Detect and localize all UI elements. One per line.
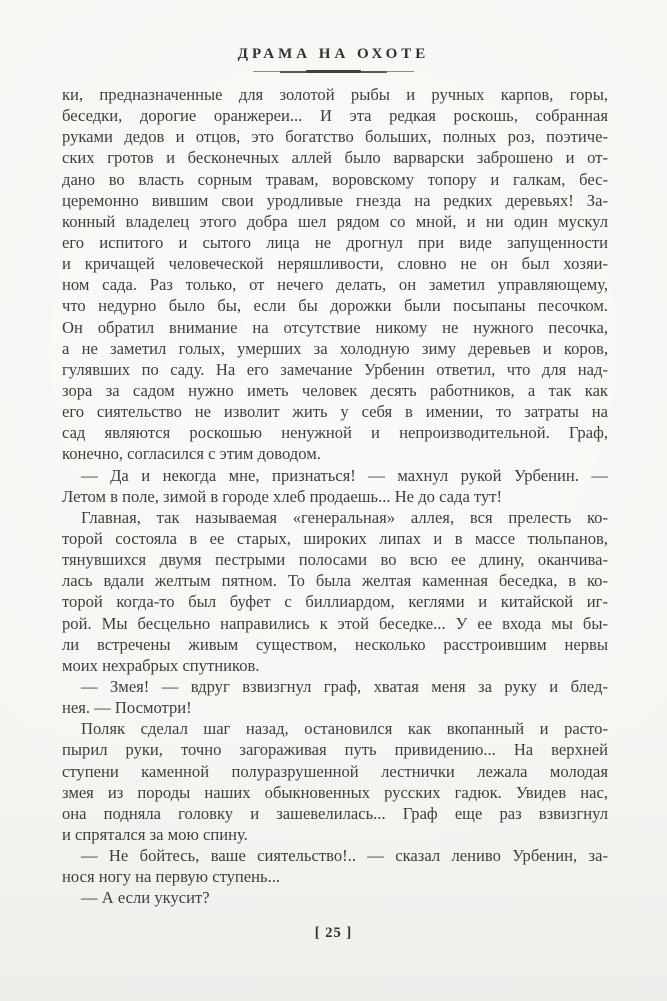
text-line: конечно, согласился с этим доводом. [62, 444, 321, 464]
text-line: а не заметил голых, умерших за холодную зиму деревьев и коров, [62, 338, 608, 358]
text-line: церемонно вившим свои уродливые гнезда на редких деревьях! За- [62, 190, 608, 210]
header-divider [253, 70, 414, 73]
text-line: нея. — Посмотри! [62, 698, 192, 718]
text-line: сад являются роскошью ненужной и непроизводительной. Граф, [62, 423, 608, 443]
text-line: зора за садом нужно иметь человек десять работников, а так как [62, 380, 608, 400]
text-line: гулявших по саду. На его замечание Урбенин ответил, что для над- [62, 359, 608, 379]
page-number: [ 25 ] [314, 925, 353, 941]
text-line: его испитого и сытого лица не дрогнул при виде запущенности [62, 232, 608, 252]
text-line: лась вдали желтым пятном. То была желтая каменная беседка, в ко- [62, 571, 608, 591]
text-line: руками дедов и отцов, это богатство больших, полных роз, поэтиче- [62, 127, 608, 147]
text-line: конный владелец этого добра шел рядом со мной, и ни один мускул [62, 211, 608, 231]
text-line: — Змея! — вдруг взвизгнул граф, хватая меня за руку и блед- [81, 676, 608, 696]
text-line: змея из породы наших обыкновенных русских гадюк. Увидев нас, [62, 782, 608, 802]
running-head-title: ДРАМА НА ОХОТЕ [237, 46, 430, 62]
text-line: ли встречены живым существом, несколько расстроившим нервы [62, 634, 608, 654]
text-line: торой когда-то был буфет с биллиардом, кеглями и китайской иг- [62, 592, 608, 612]
text-line: Главная, так называемая «генеральная» аллея, вся прелесть ко- [81, 507, 608, 527]
text-line: рой. Мы бесцельно направились к этой беседке... У ее входа мы бы- [62, 613, 608, 633]
text-line: — Не бойтесь, ваше сиятельство!.. — сказал лениво Урбенин, за- [81, 846, 608, 866]
divider-thick-line [306, 70, 361, 73]
text-line: тянувшихся двумя пестрыми полосами во всю ее длину, оканчива- [62, 550, 608, 570]
text-line: что недурно было бы, если бы дорожки были посыпаны песочком. [62, 296, 608, 316]
text-line: и кричащей человеческой неряшливости, словно не он был хозяи- [62, 254, 608, 274]
text-line: Поляк сделал шаг назад, остановился как вкопанный и расто- [81, 719, 608, 739]
text-line: моих нехрабрых спутников. [62, 655, 260, 675]
text-line: она подняла головку и зашевелилась... Граф еще раз взвизгнул [62, 803, 608, 823]
text-line: ступени каменной полуразрушенной лестнички лежала молодая [62, 761, 608, 781]
text-line: беседки, дорогие оранжереи... И эта редкая роскошь, собранная [62, 106, 608, 126]
text-line: нося ногу на первую ступень... [62, 867, 281, 887]
text-line: торой состояла в ее старых, широких липах и в массе тюльпанов, [62, 528, 608, 548]
text-line: и спрятался за мою спину. [62, 824, 248, 844]
text-line: Он обратил внимание на отсутствие никому не нужного песочка, [62, 317, 608, 337]
text-line: ном сада. Раз только, от нечего делать, он заметил управляющему, [62, 275, 608, 295]
text-line: пырил руки, точно загораживая путь привидению... На верхней [62, 740, 608, 760]
text-line: — А если укусит? [81, 888, 210, 908]
text-line: ских гротов и бесконечных аллей было варварски заброшено и от- [62, 148, 608, 168]
text-line: ки, предназначенные для золотой рыбы и ручных карпов, горы, [62, 85, 608, 104]
page-body-text [62, 84, 608, 908]
text-line: его сиятельство не изволит жить у себя в имении, то затраты на [62, 402, 608, 422]
text-line: Летом в поле, зимой в городе хлеб продаешь... Не до сада тут! [62, 486, 503, 506]
text-line: дано во власть сорным травам, воровскому топору и галкам, бес- [62, 169, 608, 189]
text-line: — Да и некогда мне, признаться! — махнул рукой Урбенин. — [81, 465, 608, 485]
